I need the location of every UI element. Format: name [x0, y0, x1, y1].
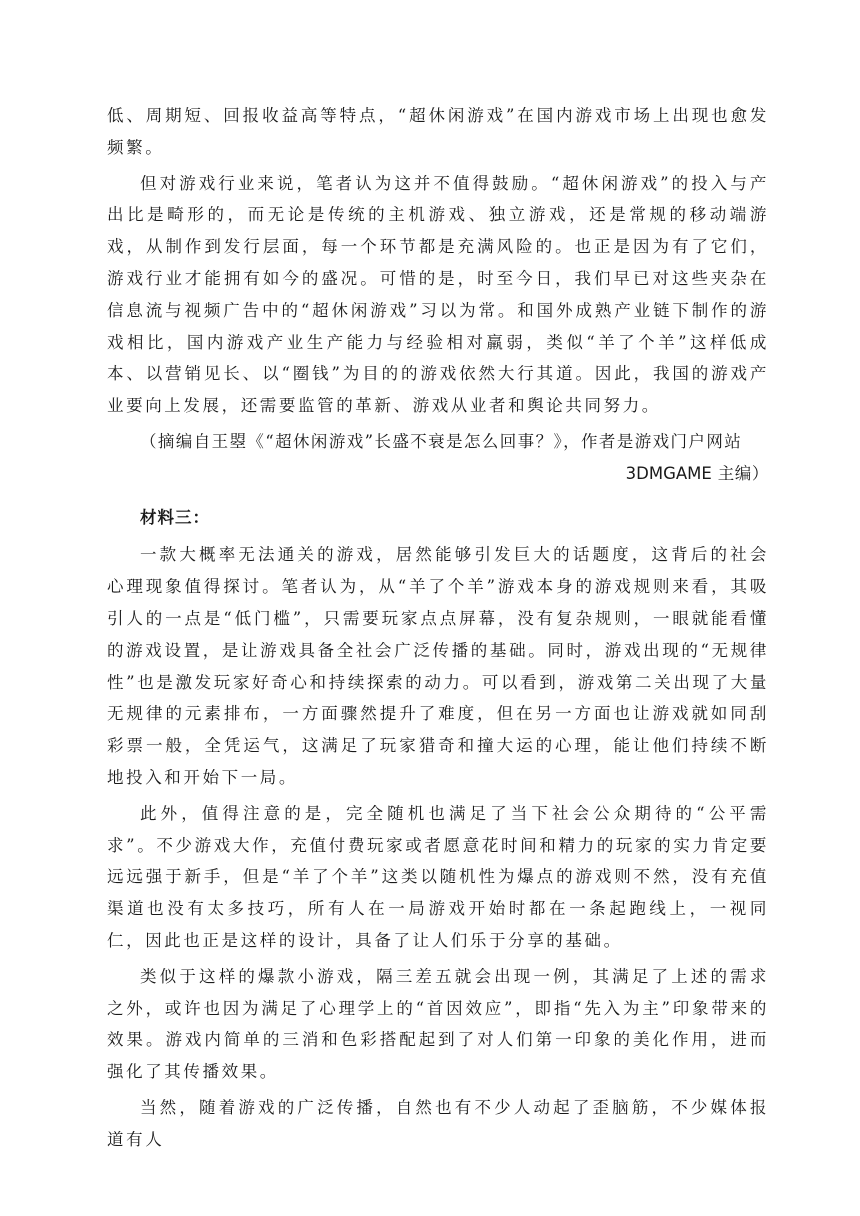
document-page: [107, 100, 769, 1156]
source-editor-role: 主编）: [711, 463, 769, 483]
material3-paragraph-3: 类似于这样的爆款小游戏，隔三差五就会出现一例，其满足了上述的需求之外，或许也因为满足了心理学上的“首因效应”，即指“先入为主”印象带来的效果。游戏内简单的三消和色彩搭配起到了对人们第一印象的美化作用，进而强化了其传播效果。: [107, 966, 769, 1082]
material3-paragraph-2: 此外，值得注意的是，完全随机也满足了当下社会公众期待的“公平需求”。不少游戏大作，充值付费玩家或者愿意花时间和精力的玩家的实力肯定要远远强于新手，但是“羊了个羊”这类以随机性为爆点的游戏则不然，没有充值渠道也没有太多技巧，所有人在一局游戏开始时都在一条起跑线上，一视同仁，因此也正是这样的设计，具备了让人们乐于分享的基础。: [107, 803, 769, 950]
material3-paragraph-4: 当然，随着游戏的广泛传播，自然也有不少人动起了歪脑筋，不少媒体报道有人: [107, 1097, 769, 1149]
source-citation-end: [107, 458, 769, 490]
source-brand: 3DMGAME: [625, 463, 712, 483]
source-citation-line: （摘编自王曌《“超休闲游戏”长盛不衰是怎么回事？》，作者是游戏门户网站: [140, 431, 743, 451]
material3-heading: 材料三：: [140, 507, 210, 527]
material3-paragraph-1: 一款大概率无法通关的游戏，居然能够引发巨大的话题度，这背后的社会心理现象值得探讨。笔者认为，从“羊了个羊”游戏本身的游戏规则来看，其吸引人的一点是“低门槛”，只需要玩家点点屏幕，没有复杂规则，一眼就能看懂的游戏设置，是让游戏具备全社会广泛传播的基础。同时，游戏出现的“无规律性”也是激发玩家好奇心和持续探索的动力。可以看到，游戏第二关出现了大量无规律的元素排布，一方面骤然提升了难度，但在另一方面也让游戏就如同刮彩票一般，全凭运气，这满足了玩家猎奇和撞大运的心理，能让他们持续不断地投入和开始下一局。: [107, 545, 769, 787]
material2-paragraph-1: 低、周期短、回报收益高等特点，“超休闲游戏”在国内游戏市场上出现也愈发频繁。: [107, 106, 769, 157]
material2-paragraph-2: 但对游戏行业来说，笔者认为这并不值得鼓励。“超休闲游戏”的投入与产出比是畸形的，而无论是传统的主机游戏、独立游戏，还是常规的移动端游戏，从制作到发行层面，每一个环节都是充满风险的。也正是因为有了它们，游戏行业才能拥有如今的盛况。可惜的是，时至今日，我们早已对这些夹杂在信息流与视频广告中的“超休闲游戏”习以为常。和国外成熟产业链下制作的游戏相比，国内游戏产业生产能力与经验相对羸弱，类似“羊了个羊”这样低成本、以营销见长、以“圈钱”为目的的游戏依然大行其道。因此，我国的游戏产业要向上发展，还需要监管的革新、游戏从业者和舆论共同努力。: [107, 173, 769, 416]
